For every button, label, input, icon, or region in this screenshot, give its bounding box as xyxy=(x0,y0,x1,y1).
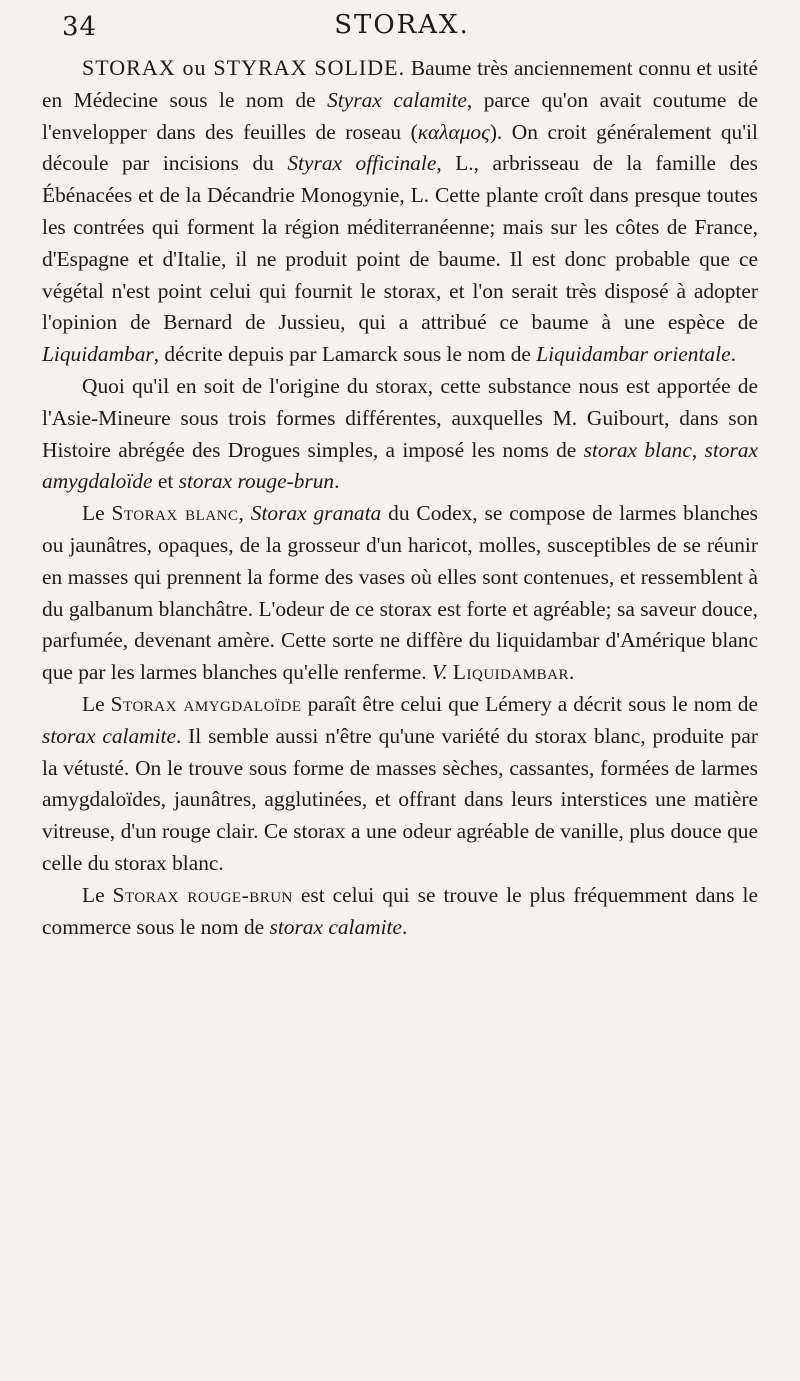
greek-word: καλαμος xyxy=(417,119,490,144)
text-run: Le xyxy=(82,691,111,716)
text-run: . xyxy=(569,660,575,685)
italic-term: Styrax officinale xyxy=(287,151,437,176)
italic-term: V. xyxy=(431,660,448,685)
italic-term: storax blanc xyxy=(583,437,692,462)
page-number: 34 xyxy=(62,12,98,42)
text-run: paraît être celui que Lémery a décrit sous le nom de xyxy=(301,691,759,716)
italic-term: Storax granata xyxy=(250,501,382,526)
text-run: , xyxy=(691,437,705,462)
paragraph-storax-amygdaloide xyxy=(42,689,758,880)
text-run: Baume très anciennement connu et usité en Médecine sous le nom de xyxy=(42,56,758,112)
text-run: , décrite depuis par Lamarck sous le nom de xyxy=(153,342,537,367)
text-run: est celui qui se trouve le plus fréquemment dans le commerce sous le nom de xyxy=(42,882,758,939)
text-run: , parce qu'on avait coutume de l'envelopper dans des feuilles de roseau ( xyxy=(42,87,759,144)
text-run: . xyxy=(402,914,408,939)
body-text xyxy=(42,52,758,943)
text-run: . xyxy=(334,469,340,494)
text-run: Le xyxy=(82,501,112,526)
text-run: , xyxy=(238,501,251,526)
entry-headword: STORAX ou STYRAX SOLIDE. xyxy=(82,55,406,80)
text-run: ). On croit généralement qu'il découle par incisions du xyxy=(42,119,758,176)
paragraph-storax-origin xyxy=(42,371,758,498)
italic-term: storax amygdaloïde xyxy=(42,437,758,494)
italic-term: storax rouge-brun xyxy=(178,469,335,494)
running-title: STORAX. xyxy=(334,10,470,40)
paragraph-storax-blanc xyxy=(42,498,758,689)
paragraph-storax-definition xyxy=(42,52,758,371)
italic-term: Styrax calamite xyxy=(327,87,467,112)
cross-reference: Liquidambar xyxy=(452,660,569,685)
text-run: et xyxy=(152,469,179,494)
text-run: , L., arbrisseau de la famille des Ébénacées et de la Décandrie Monogynie, L. Cette plante croît dans presque toutes les contrées qui forment la région méditerranéenne; mais sur les côtes de France, d'Espagne et d'Italie, il ne produit point de baume. Il est donc probable que ce végétal n'est point celui qui fournit le storax, et l'on serait très disposé à adopter l'opinion de Bernard de Jussieu, qui a attribué ce baume à une espèce de xyxy=(42,151,758,335)
italic-term: storax calamite xyxy=(42,723,176,748)
small-caps-term: Storax rouge-brun xyxy=(112,882,293,907)
italic-term: Liquidambar xyxy=(42,342,154,367)
text-run: . Il semble aussi n'être qu'une variété du storax blanc, produite par la vétusté. On le trouve sous forme de masses sèches, cassantes, formées de larmes amygdaloïdes, jaunâtres, agglutinées, et offrant dans leurs interstices une matière vitreuse, d'un rouge clair. Ce storax a une odeur agréable de vanille, plus douce que celle du storax blanc. xyxy=(42,723,758,875)
small-caps-term: Storax amygdaloïde xyxy=(110,691,302,716)
text-run: Quoi qu'il en soit de l'origine du storax, cette substance nous est apportée de l'Asie-Mineure sous trois formes différentes, auxquelles M. Guibourt, dans son Histoire abrégée des Drogues simples, a imposé les noms de xyxy=(42,373,758,462)
italic-term: Liquidambar orientale xyxy=(536,342,731,367)
small-caps-term: Storax blanc xyxy=(111,501,239,526)
paragraph-storax-rouge-brun xyxy=(42,880,758,944)
text-run: Le xyxy=(82,882,113,907)
text-run: . xyxy=(730,342,736,367)
text-run: du Codex, se compose de larmes blanches ou jaunâtres, opaques, de la grosseur d'un haricot, molles, susceptibles de se réunir en masses qui prennent la forme des vases où elles sont contenues, et ressemblent à du galbanum blanchâtre. L'odeur de ce storax est forte et agréable; sa saveur douce, parfumée, devenant amère. Cette sorte ne diffère du liquidambar d'Amérique blanc que par les larmes blanches qu'elle renferme. xyxy=(42,501,758,685)
page-header xyxy=(62,8,742,48)
italic-term: storax calamite xyxy=(269,914,402,939)
